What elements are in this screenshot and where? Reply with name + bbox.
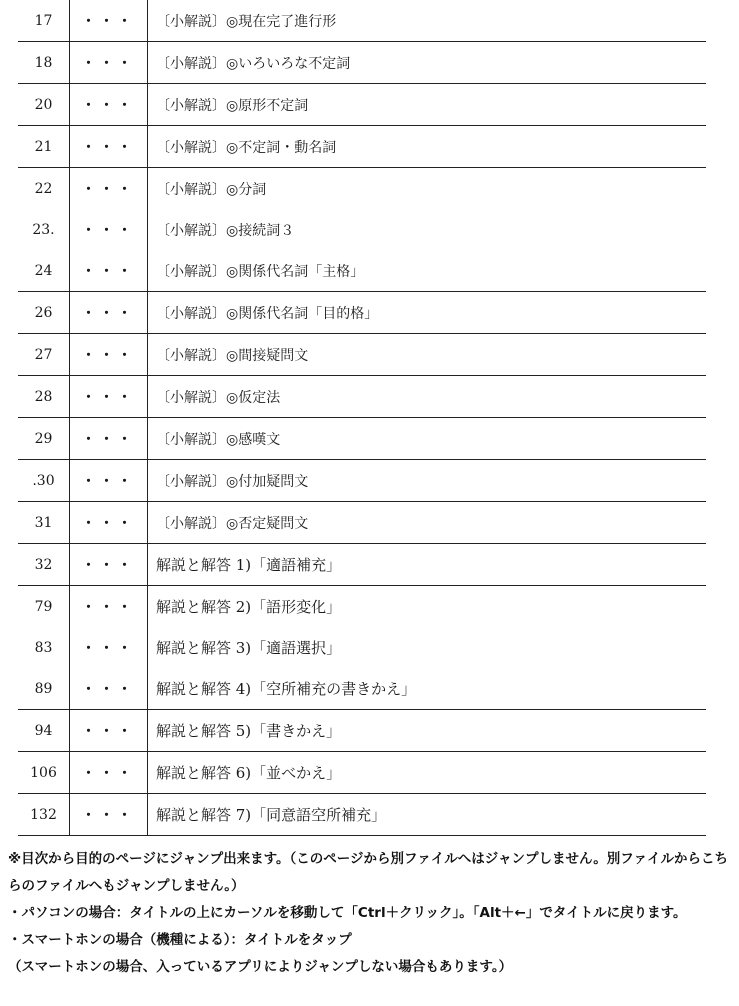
toc-page-number: 32 [18, 544, 70, 586]
toc-page-number: 79 [18, 586, 70, 628]
toc-title-cell [148, 460, 707, 502]
toc-row[interactable] [18, 460, 706, 502]
toc-page-number: 18 [18, 42, 70, 84]
toc-page-number: .30 [18, 460, 70, 502]
toc-row[interactable] [18, 168, 706, 210]
toc-row[interactable] [18, 42, 706, 84]
toc-row[interactable] [18, 710, 706, 752]
toc-page-number: 17 [18, 0, 70, 42]
toc-title-link[interactable]: 〔小解説〕◎間接疑問文 [156, 347, 309, 364]
toc-row[interactable] [18, 250, 706, 292]
toc-leader-dots: ・・・ [70, 126, 148, 168]
toc-row[interactable] [18, 544, 706, 586]
toc-title-link[interactable]: 解説と解答 3)「適語選択」 [156, 639, 342, 657]
note-smartphone-instructions: ・スマートホンの場合（機種による）：タイトルをタップ [8, 932, 352, 948]
toc-title-link[interactable]: 〔小解説〕◎関係代名詞「目的格」 [156, 305, 379, 322]
toc-leader-dots: ・・・ [70, 168, 148, 210]
toc-leader-dots: ・・・ [70, 627, 148, 668]
toc-leader-dots: ・・・ [70, 586, 148, 628]
toc-leader-dots: ・・・ [70, 42, 148, 84]
toc-title-link[interactable]: 解説と解答 4)「空所補充の書きかえ」 [156, 680, 417, 698]
toc-row[interactable] [18, 586, 706, 628]
toc-title-cell [148, 209, 707, 250]
toc-leader-dots: ・・・ [70, 376, 148, 418]
toc-row[interactable] [18, 752, 706, 794]
note-smartphone-caveat: （スマートホンの場合、入っているアプリによりジャンプしない場合もあります。） [8, 959, 513, 975]
toc-row[interactable] [18, 84, 706, 126]
toc-title-cell [148, 84, 707, 126]
toc-leader-dots: ・・・ [70, 0, 148, 42]
toc-title-link[interactable]: 〔小解説〕◎関係代名詞「主格」 [156, 263, 365, 280]
toc-page-number: 23. [18, 209, 70, 250]
toc-title-cell [148, 586, 707, 628]
toc-page-number: 22 [18, 168, 70, 210]
toc-page-number: 94 [18, 710, 70, 752]
toc-title-link[interactable]: 〔小解説〕◎不定詞・動名詞 [156, 139, 337, 156]
toc-title-link[interactable]: 〔小解説〕◎いろいろな不定詞 [156, 55, 351, 72]
toc-title-cell [148, 710, 707, 752]
toc-row[interactable] [18, 334, 706, 376]
toc-title-cell [148, 334, 707, 376]
toc-page-number: 31 [18, 502, 70, 544]
toc-title-cell [148, 544, 707, 586]
toc-leader-dots: ・・・ [70, 544, 148, 586]
toc-leader-dots: ・・・ [70, 84, 148, 126]
toc-title-link[interactable]: 解説と解答 1)「適語補充」 [156, 556, 342, 574]
toc-row[interactable] [18, 126, 706, 168]
table-of-contents [18, 0, 706, 836]
toc-title-cell [148, 0, 707, 42]
toc-leader-dots: ・・・ [70, 460, 148, 502]
toc-leader-dots: ・・・ [70, 334, 148, 376]
toc-row[interactable] [18, 627, 706, 668]
toc-page-number: 29 [18, 418, 70, 460]
toc-title-link[interactable]: 解説と解答 5)「書きかえ」 [156, 722, 342, 740]
toc-row[interactable] [18, 418, 706, 460]
toc-title-cell [148, 418, 707, 460]
toc-leader-dots: ・・・ [70, 209, 148, 250]
toc-title-link[interactable]: 〔小解説〕◎感嘆文 [156, 431, 281, 448]
toc-leader-dots: ・・・ [70, 292, 148, 334]
toc-row[interactable] [18, 292, 706, 334]
toc-title-cell [148, 126, 707, 168]
toc-title-link[interactable]: 解説と解答 7)「同意語空所補充」 [156, 806, 387, 824]
toc-title-cell [148, 752, 707, 794]
toc-leader-dots: ・・・ [70, 418, 148, 460]
toc-row[interactable] [18, 502, 706, 544]
toc-title-cell [148, 627, 707, 668]
toc-title-link[interactable]: 〔小解説〕◎否定疑問文 [156, 515, 309, 532]
toc-title-link[interactable]: 〔小解説〕◎分詞 [156, 181, 267, 198]
toc-page-number: 26 [18, 292, 70, 334]
toc-title-link[interactable]: 〔小解説〕◎原形不定詞 [156, 97, 309, 114]
toc-page-number: 89 [18, 668, 70, 710]
toc-leader-dots: ・・・ [70, 710, 148, 752]
toc-page-number: 132 [18, 794, 70, 836]
toc-title-cell [148, 250, 707, 292]
toc-page-number: 24 [18, 250, 70, 292]
toc-leader-dots: ・・・ [70, 502, 148, 544]
toc-leader-dots: ・・・ [70, 752, 148, 794]
toc-body [18, 0, 706, 836]
toc-page-number: 28 [18, 376, 70, 418]
toc-title-link[interactable]: 〔小解説〕◎接続詞３ [156, 222, 295, 239]
toc-page-number: 21 [18, 126, 70, 168]
toc-page-number: 83 [18, 627, 70, 668]
note-jump-info: ※目次から目的のページにジャンプ出来ます。（このページから別ファイルへはジャンプしません。別ファイルからこちらのファイルへもジャンプしません。） [8, 851, 728, 894]
toc-leader-dots: ・・・ [70, 668, 148, 710]
toc-row[interactable] [18, 794, 706, 836]
toc-title-cell [148, 376, 707, 418]
toc-title-link[interactable]: 解説と解答 6)「並べかえ」 [156, 764, 342, 782]
toc-row[interactable] [18, 668, 706, 710]
toc-title-cell [148, 168, 707, 210]
toc-title-link[interactable]: 〔小解説〕◎仮定法 [156, 389, 281, 406]
toc-row[interactable] [18, 209, 706, 250]
toc-title-cell [148, 42, 707, 84]
toc-leader-dots: ・・・ [70, 794, 148, 836]
toc-title-cell [148, 668, 707, 710]
usage-notes [8, 846, 733, 981]
toc-title-cell [148, 292, 707, 334]
toc-row[interactable] [18, 376, 706, 418]
toc-title-link[interactable]: 解説と解答 2)「語形変化」 [156, 598, 342, 616]
toc-page-number: 20 [18, 84, 70, 126]
toc-row[interactable] [18, 0, 706, 42]
toc-title-link[interactable]: 〔小解説〕◎現在完了進行形 [156, 13, 337, 30]
toc-page-number: 27 [18, 334, 70, 376]
toc-title-link[interactable]: 〔小解説〕◎付加疑問文 [156, 473, 309, 490]
note-pc-instructions: ・パソコンの場合：タイトルの上にカーソルを移動して「Ctrl＋クリック」。「Alt＋←」でタイトルに戻ります。 [8, 905, 687, 921]
toc-page-number: 106 [18, 752, 70, 794]
toc-title-cell [148, 794, 707, 836]
toc-title-cell [148, 502, 707, 544]
toc-leader-dots: ・・・ [70, 250, 148, 292]
